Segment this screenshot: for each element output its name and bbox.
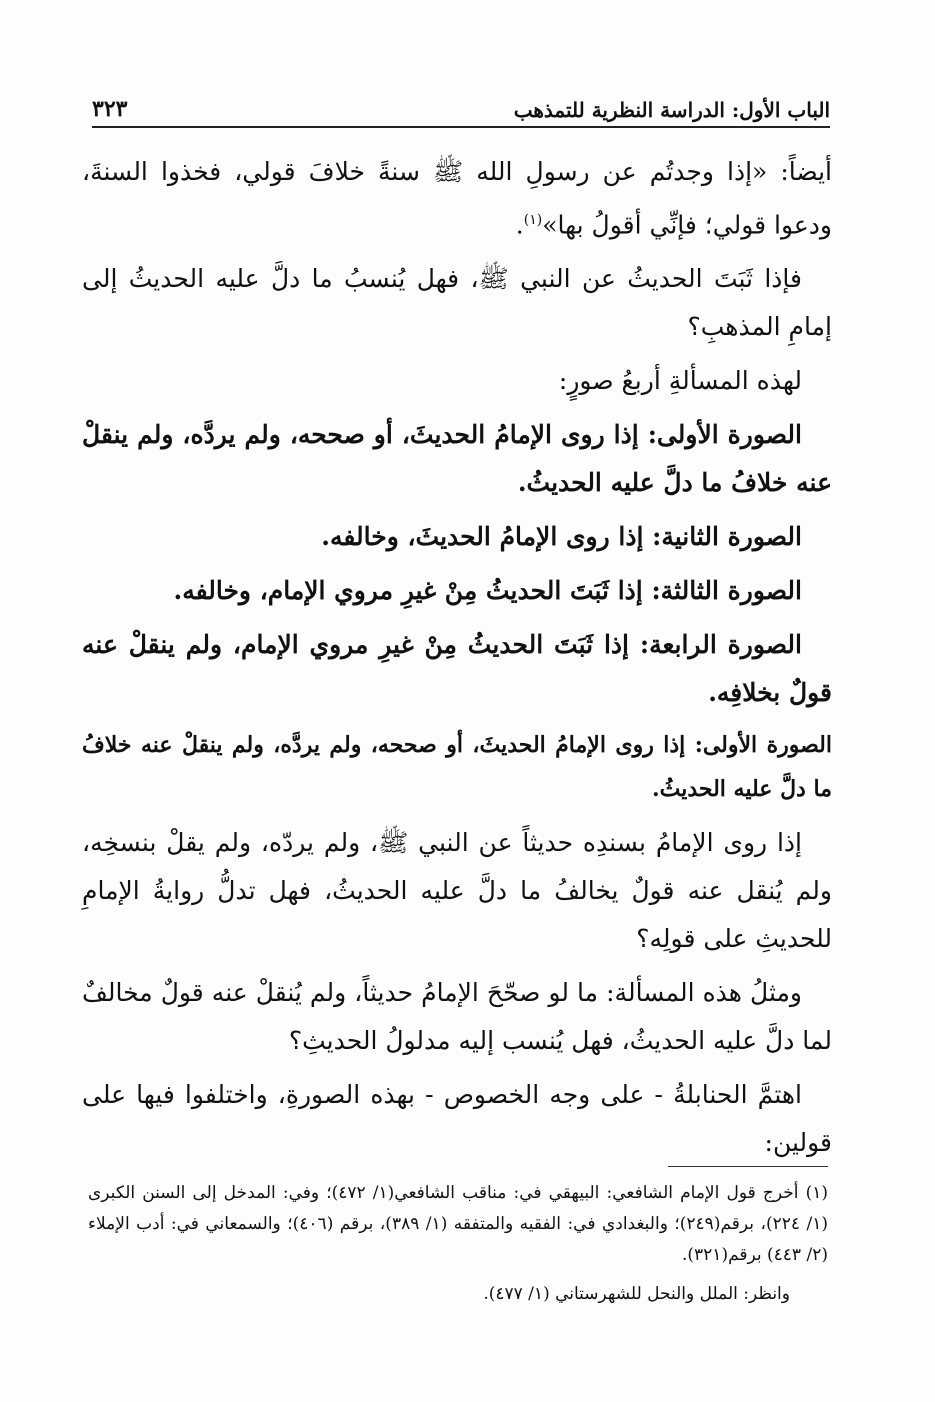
- paragraph-cases-intro: لهذه المسألةِ أربعُ صورٍ:: [558, 366, 802, 396]
- quote-end: .: [515, 210, 524, 240]
- footnote-ref[interactable]: (١): [523, 212, 543, 228]
- case-3: الصورة الثالثة: إذا ثَبَتَ الحديثُ مِنْ غيرِ مروي الإمام، وخالفه.: [173, 576, 802, 606]
- case-2: الصورة الثانية: إذا روى الإمامُ الحديثَ، وخالفه.: [321, 522, 802, 552]
- section-heading: الصورة الأولى: إذا روى الإمامُ الحديثَ، أو صححه، ولم يردَّه، ولم ينقلْ عنه خلافُ ما دلَّ عليه الحديثُ.: [82, 732, 832, 803]
- chapter-title: الباب الأول: الدراسة النظرية للتمذهب: [513, 98, 830, 122]
- case-1: الصورة الأولى: إذا روى الإمامُ الحديثَ، أو صححه، ولم يردَّه، ولم ينقلْ عنه خلافُ ما دلَّ عليه الحديثُ.: [82, 420, 832, 498]
- paragraph-quote: [82, 148, 832, 249]
- footnote-separator: [668, 1166, 828, 1167]
- footnote-text: أخرج قول الإمام الشافعي: البيهقي في: مناقب الشافعي(١/ ٤٧٢)؛ وفي: المدخل إلى السنن الكبرى (١/ ٢٢٤)، برقم(٢٤٩)؛ والبغدادي في: الفقيه والمتفقه (١/ ٣٨٩)، برقم (٤٠٦)؛ والسمعاني في: أدب الإملاء (٢/ ٤٤٣) برقم(٣٢١).: [88, 1183, 828, 1265]
- footnotes: [88, 1178, 828, 1310]
- paragraph-narration: إذا روى الإمامُ بسندِه حديثاً عن النبي ﷺ، ولم يردّه، ولم يقلْ بنسخِه، ولم يُنقل عنه قولٌ يخالفُ ما دلَّ عليه الحديثُ، فهل تدلُّ روايةُ الإمامِ للحديثِ على قولِه؟: [82, 828, 832, 954]
- case-4: الصورة الرابعة: إذا ثَبَتَ الحديثُ مِنْ غيرِ مروي الإمام، ولم ينقلْ عنه قولٌ بخلافِه.: [82, 630, 832, 708]
- paragraph-hanbali: اهتمَّ الحنابلةُ - على وجه الخصوص - بهذه الصورةِ، واختلفوا فيها على قولين:: [82, 1080, 832, 1158]
- footnote-marker: (١): [805, 1183, 828, 1203]
- footnote-1: [88, 1178, 828, 1271]
- quote-text: أيضاً: «إذا وجدتُم عن رسولِ الله ﷺ سنةً خلافَ قولي، فخذوا السنةَ، ودعوا قولي؛ فإنِّي أقولُ بها»: [82, 157, 832, 240]
- paragraph-authentication: ومثلُ هذه المسألة: ما لو صحّحَ الإمامُ حديثاً، ولم يُنقلْ عنه قولٌ مخالفٌ لما دلَّ عليه الحديثُ، فهل يُنسب إليه مدلولُ الحديثِ؟: [82, 978, 832, 1056]
- main-text: [82, 148, 832, 1173]
- paragraph-question: فإذا ثَبَتَ الحديثُ عن النبي ﷺ، فهل يُنسبُ ما دلَّ عليه الحديثُ إلى إمامِ المذهبِ؟: [82, 264, 832, 342]
- running-header: [92, 92, 830, 128]
- footnote-see-also: وانظر: الملل والنحل للشهرستاني (١/ ٤٧٧).: [483, 1284, 790, 1304]
- page-number: ٣٢٣: [92, 96, 128, 122]
